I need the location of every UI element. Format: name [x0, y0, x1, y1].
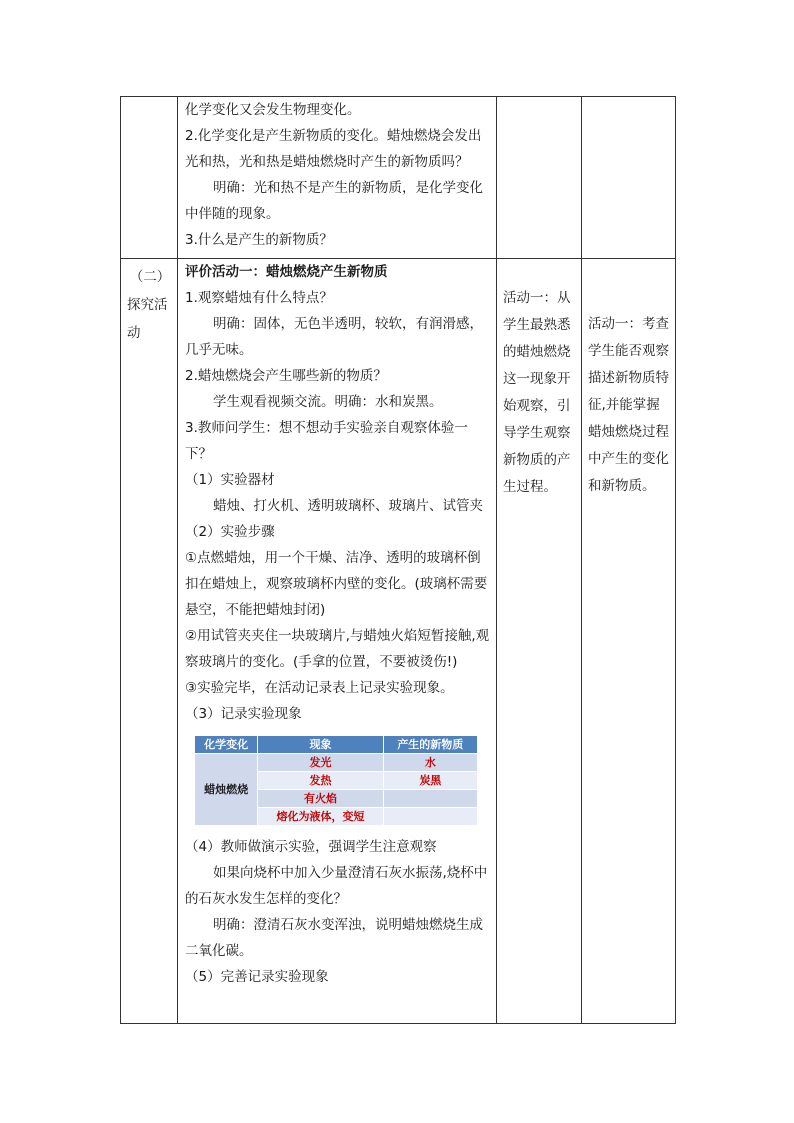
- demo-title: （4）教师做演示实验，强调学生注意观察: [185, 839, 437, 855]
- top-row-content-cell: [178, 97, 497, 259]
- phenomena-cell: [383, 790, 477, 808]
- demo-answer: 明确：澄清石灰水变浑浊，说明蜡烛燃烧生成二氧化碳。: [185, 917, 483, 959]
- step-2: ②用试管夹夹住一块玻璃片,与蜡烛火焰短暂接触,观察玻璃片的变化。(手拿的位置，不要被烫伤!): [185, 628, 490, 670]
- content-line: 2.化学变化是产生新物质的变化。蜡烛燃烧会发出光和热，光和热是蜡烛燃烧时产生的新物质吗？: [185, 128, 482, 170]
- phenomena-label: 蜡烛燃烧: [195, 754, 258, 826]
- answer-1: 明确：固体，无色半透明，较软，有润滑感，几乎无味。: [185, 316, 483, 358]
- table-row-continued: [121, 97, 676, 259]
- phenomena-cell: 熔化为液体，变短: [258, 808, 383, 826]
- activity-heading: 评价活动一：蜡烛燃烧产生新物质: [185, 264, 388, 280]
- content-line: 3.什么是产生的新物质？: [185, 232, 333, 248]
- question-2: 2.蜡烛燃烧会产生哪些新的物质？: [185, 368, 387, 384]
- steps-title: （2）实验步骤: [185, 524, 275, 540]
- evaluation-intent-text: 活动一：考查学生能否观察描述新物质特征,并能掌握蜡烛燃烧过程中产生的变化和新物质。: [588, 316, 669, 494]
- content-line: 明确：光和热不是产生的新物质，是化学变化中伴随的现象。: [185, 180, 483, 222]
- activity-content-cell: [178, 259, 497, 1024]
- question-3: 3.教师问学生：想不想动手实验亲自观察体验一下？: [185, 420, 468, 462]
- question-1: 1.观察蜡烛有什么特点？: [185, 290, 333, 306]
- section-name: 探究活动: [127, 297, 168, 341]
- phenomena-header: 化学变化: [195, 736, 258, 754]
- top-row-eval-cell: [582, 97, 676, 259]
- answer-2: 学生观看视频交流。明确：水和炭黑。: [213, 394, 443, 410]
- materials-title: （1）实验器材: [185, 472, 275, 488]
- table-row-exploration: [121, 259, 676, 1024]
- evaluation-intent-cell: [582, 259, 676, 1024]
- phenomena-cell: 发光: [258, 754, 383, 772]
- phenomena-cell: [383, 808, 477, 826]
- design-intent-cell: [497, 259, 582, 1024]
- phenomena-header: 现象: [258, 736, 383, 754]
- step-3: ③实验完毕，在活动记录表上记录实验现象。: [185, 680, 454, 696]
- phenomena-table: [194, 735, 478, 826]
- phenomena-header: 产生的新物质: [383, 736, 477, 754]
- complete-record-title: （5）完善记录实验现象: [185, 969, 329, 985]
- section-label-cell: [121, 259, 178, 1024]
- lesson-plan-table: [120, 96, 676, 1024]
- phenomena-cell: 水: [383, 754, 477, 772]
- top-row-section-cell: [121, 97, 178, 259]
- section-number: （二）: [129, 269, 171, 285]
- record-title: （3）记录实验现象: [185, 706, 302, 722]
- phenomena-cell: 有火焰: [258, 790, 383, 808]
- design-intent-text: 活动一：从学生最熟悉的蜡烛燃烧这一现象开始观察，引导学生观察新物质的产生过程。: [503, 290, 571, 495]
- content-line: 化学变化又会发生物理变化。: [185, 102, 361, 118]
- materials-body: 蜡烛、打火机、透明玻璃杯、玻璃片、试管夹: [213, 498, 483, 514]
- phenomena-cell: 发热: [258, 772, 383, 790]
- demo-body: 如果向烧杯中加入少量澄清石灰水振荡,烧杯中的石灰水发生怎样的变化？: [185, 865, 488, 907]
- step-1: ①点燃蜡烛，用一个干燥、洁净、透明的玻璃杯倒扣在蜡烛上，观察玻璃杯内壁的变化。(玻璃杯需要悬空，不能把蜡烛封闭): [185, 550, 488, 618]
- phenomena-cell: 炭黑: [383, 772, 477, 790]
- top-row-design-cell: [497, 97, 582, 259]
